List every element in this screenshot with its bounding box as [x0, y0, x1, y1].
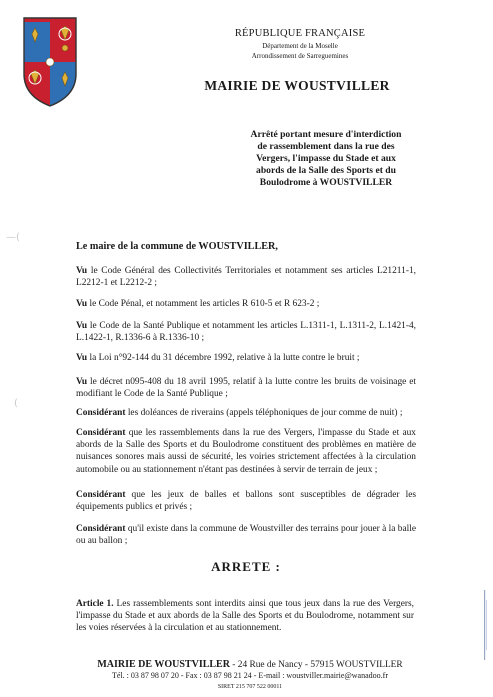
visa-paragraph — [76, 320, 416, 344]
considerant-text: que les jeux de balles et ballons sont susceptibles de dégrader les équipements publics et privés ; — [76, 490, 416, 513]
considerant-paragraph — [76, 489, 416, 513]
punch-hole-mark: —( — [6, 232, 20, 243]
visa-text: le Code Pénal, et notamment les articles R 610-5 et R 623-2 ; — [87, 299, 320, 309]
document-title — [248, 129, 404, 189]
visa-keyword: Vu — [76, 266, 88, 276]
considerant-paragraph — [76, 407, 416, 419]
visa-keyword: Vu — [76, 299, 88, 309]
visa-text: la Loi n°92-144 du 31 décembre 1992, relative à la lutte contre le bruit ; — [87, 353, 360, 363]
republique-text: RÉPUBLIQUE FRANÇAISE — [234, 28, 366, 39]
considerant-keyword: Considérant — [76, 524, 126, 534]
considerant-text: qu'il existe dans la commune de Woustviller des terrains pour jouer à la balle ou au ballon ; — [76, 524, 416, 547]
visa-text: le Code de la Santé Publique et notamment les articles L.1311-1, L.1311-2, L.1421-4, L.1422-1, R.1336-6 à R.1336-10 ; — [76, 321, 416, 344]
considerant-text: que les rassemblements dans la rue des Vergers, l'impasse du Stade et aux abords de la Salle des Sports et du Boulodrome constituent des problèmes en matière de nuisances sonores mais aussi de sécurité, les voiries strictement affectées à la circulation automobile ou au stationnement n'étant pas destinées à servir de terrain de jeux ; — [76, 428, 416, 475]
considerant-paragraph — [76, 523, 416, 547]
footer-siret: SIRET 215 707 522 00011 — [217, 684, 283, 690]
considerant-keyword: Considérant — [76, 408, 126, 418]
article-1-paragraph — [76, 598, 414, 635]
footer-address — [60, 659, 440, 670]
departement-text: Département de la Moselle — [262, 42, 338, 51]
title-line: Arrêté portant mesure d'interdiction — [250, 129, 402, 140]
intro-line: Le maire de la commune de WOUSTVILLER, — [76, 241, 278, 252]
visa-text: le Code Général des Collectivités Territoriales et notamment ses articles L21211-1, L2212-1 et L2212-2 ; — [76, 266, 416, 289]
footer-contact: Tél. : 03 87 98 07 20 - Fax : 03 87 98 21 24 - E-mail : woustviller.mairie@wanadoo.fr — [112, 671, 388, 680]
visa-keyword: Vu — [76, 321, 88, 331]
punch-hole-mark: ( — [14, 398, 18, 409]
considerant-text: les doléances de riverains (appels téléphoniques de jour comme de nuit) ; — [125, 408, 403, 418]
visa-keyword: Vu — [76, 377, 88, 387]
visa-paragraph — [76, 265, 416, 289]
article-keyword: Article 1. — [76, 599, 114, 609]
title-line: Vergers, l'impasse du Stade et aux — [256, 152, 396, 164]
margin-scan-strip — [481, 590, 489, 660]
visa-text: le décret n095-408 du 18 avril 1995, relatif à la lutte contre les bruits de voisinage et modifiant le Code de la Santé Publique ; — [76, 377, 416, 400]
mairie-title: MAIRIE DE WOUSTVILLER — [204, 78, 390, 93]
visa-paragraph — [76, 352, 416, 364]
visa-paragraph — [76, 298, 416, 310]
title-line: de rassemblement dans la rue des — [257, 140, 395, 152]
arrondissement-text: Arrondissement de Sarreguemines — [251, 52, 349, 61]
considerant-keyword: Considérant — [76, 428, 126, 438]
visa-keyword: Vu — [76, 353, 88, 363]
considerant-paragraph — [76, 427, 416, 476]
letterhead — [200, 28, 400, 60]
coat-of-arms-icon — [20, 12, 80, 110]
footer-address-text: - 24 Rue de Nancy - 57915 WOUSTVILLER — [229, 660, 403, 670]
footer-name: MAIRIE DE WOUSTVILLER — [97, 659, 230, 670]
article-text: Les rassemblements sont interdits ainsi que tous jeux dans la rue des Vergers, l'impasse du Stade et aux abords de la Salle des Sports et du Boulodrome, notamment sur les voies réservées à la circulation et au stationnement. — [76, 599, 414, 634]
title-line: Boulodrome à WOUSTVILLER — [259, 176, 393, 188]
title-line: abords de la Salle des Sports et du — [256, 164, 396, 176]
visa-paragraph — [76, 376, 416, 400]
considerant-keyword: Considérant — [76, 490, 126, 500]
arrete-heading: ARRETE : — [211, 559, 281, 574]
